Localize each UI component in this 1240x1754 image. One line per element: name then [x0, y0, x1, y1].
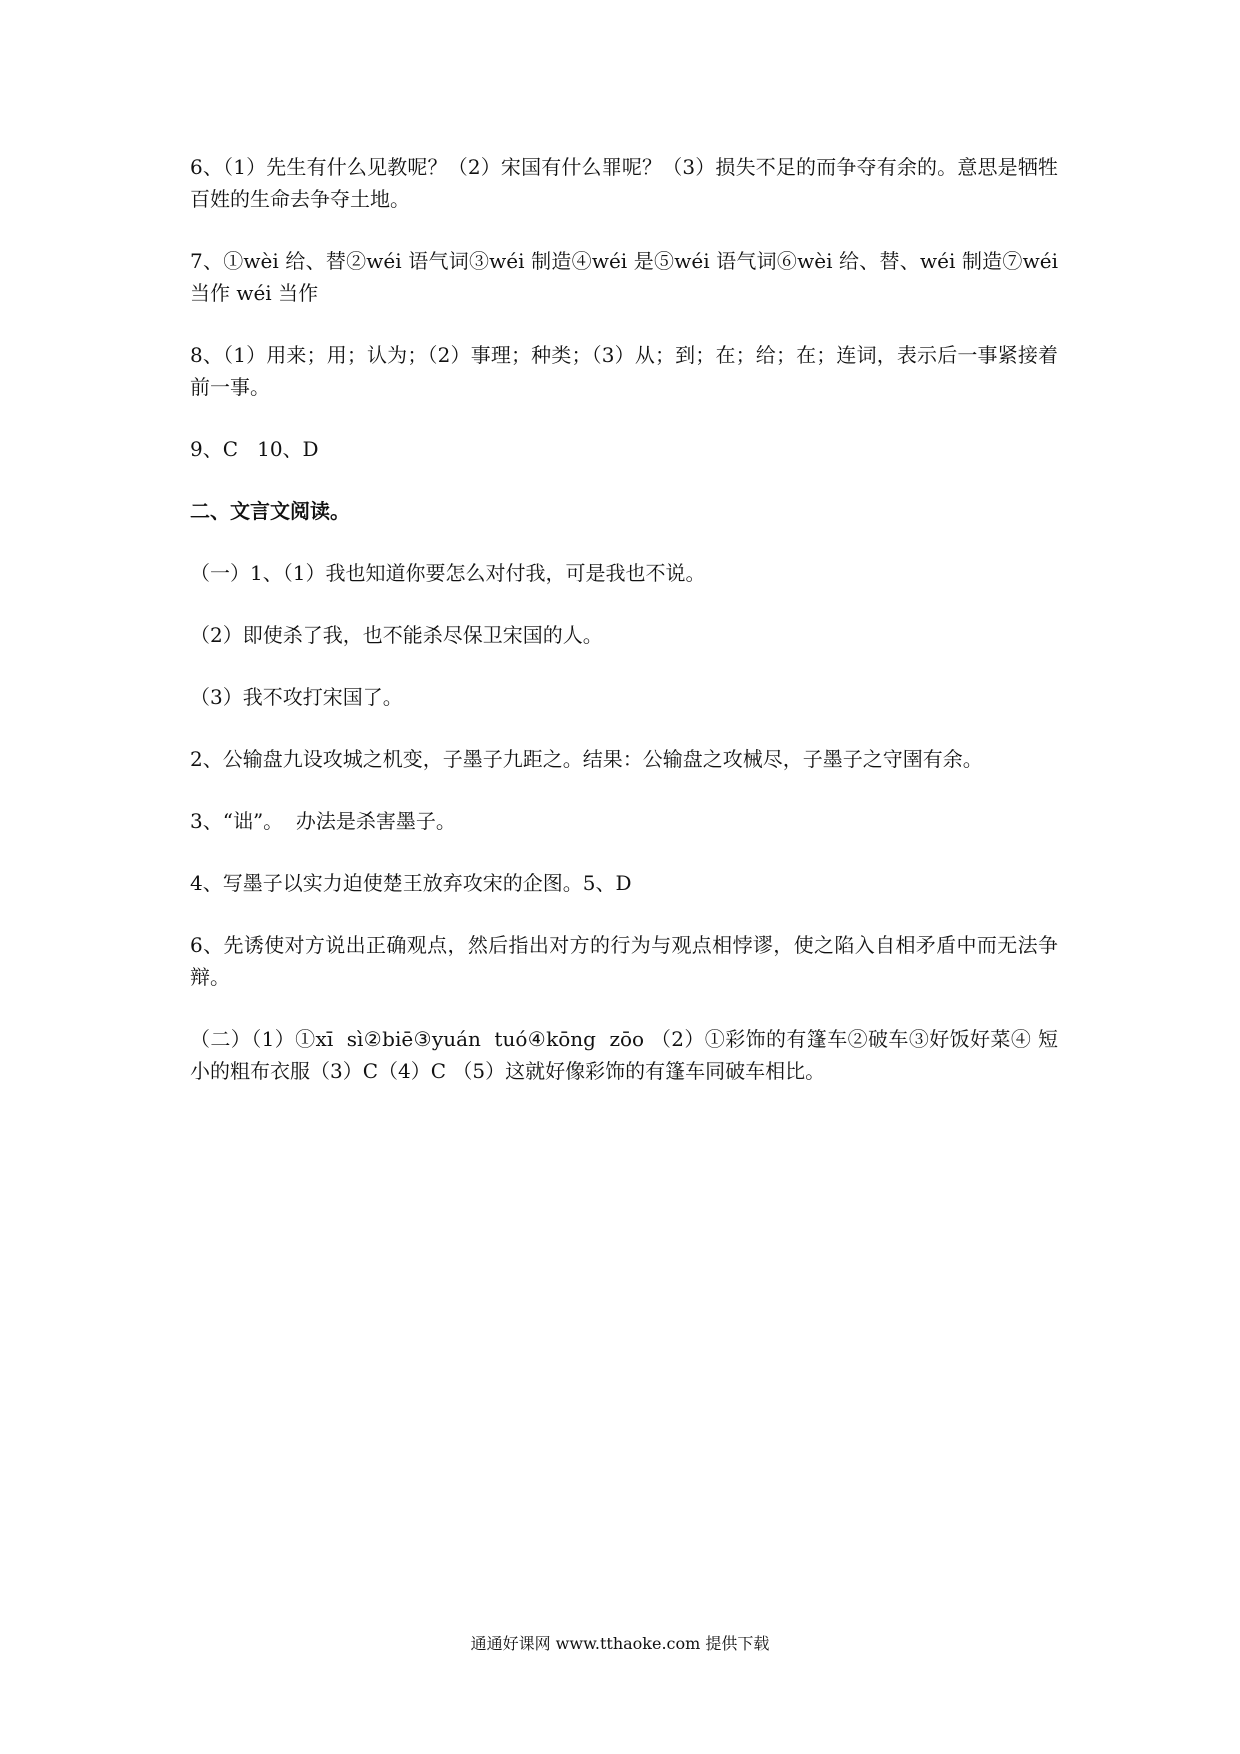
part1-answer-1-2: （2）即使杀了我，也不能杀尽保卫宋国的人。 — [190, 623, 603, 647]
part1-answer-4-5: 4、写墨子以实力迫使楚王放弃攻宋的企图。5、D — [190, 871, 632, 895]
part1-answer-1-1: （一）1、（1）我也知道你要怎么对付我，可是我也不说。 — [190, 561, 706, 585]
part1-answer-6: 6、先诱使对方说出正确观点，然后指出对方的行为与观点相悖谬，使之陷入自相矛盾中而无法争辩。 — [190, 933, 1058, 989]
answer-7: 7、①wèi 给、替②wéi 语气词③wéi 制造④wéi 是⑤wéi 语气词⑥wèi 给、替、wéi 制造⑦wéi 当作 wéi 当作 — [190, 249, 1065, 305]
answer-content — [190, 151, 1065, 1117]
answer-9-10: 9、C 10、D — [190, 437, 319, 461]
answer-6: 6、（1）先生有什么见教呢？（2）宋国有什么罪呢？（3）损失不足的而争夺有余的。意思是牺牲百姓的生命去争夺土地。 — [190, 155, 1058, 211]
answer-8: 8、（1）用来；用；认为；（2）事理；种类；（3）从；到；在；给；在；连词，表示后一事紧接着前一事。 — [190, 343, 1058, 399]
section-heading: 二、文言文阅读。 — [190, 499, 350, 523]
page-footer: 通通好课网 www.tthaoke.com 提供下载 — [470, 1634, 770, 1653]
part1-answer-1-3: （3）我不攻打宋国了。 — [190, 685, 403, 709]
part2-answers: （二）（1）①xī sì②biē③yuán tuó④kōng zōo （2）①彩饰的有篷车②破车③好饭好菜④ 短小的粗布衣服（3）C（4）C （5）这就好像彩饰的有篷车同破车相比。 — [190, 1027, 1058, 1083]
part1-answer-2: 2、公输盘九设攻城之机变，子墨子九距之。结果：公输盘之攻械尽，子墨子之守圉有余。 — [190, 747, 983, 771]
part1-answer-3: 3、“诎”。 办法是杀害墨子。 — [190, 809, 456, 833]
